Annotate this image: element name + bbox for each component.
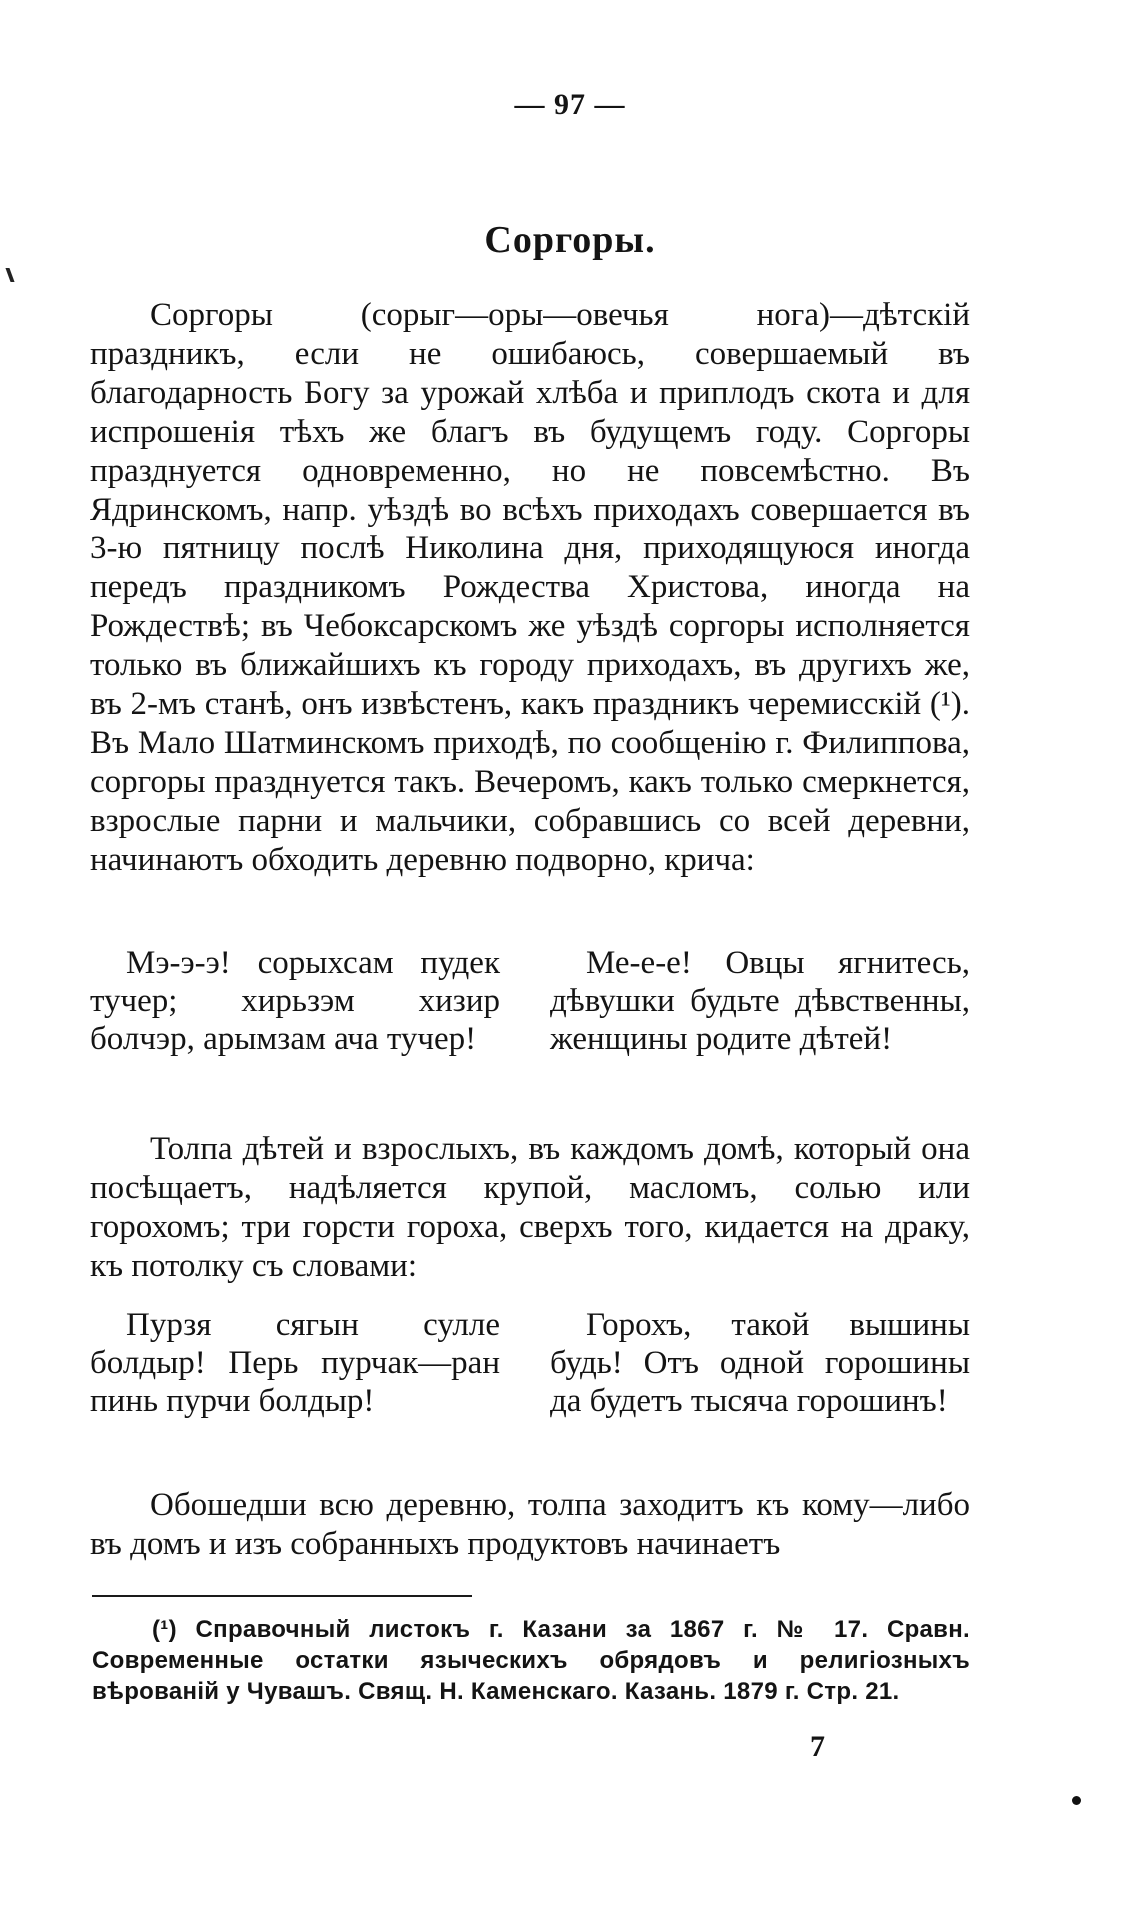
page-number: — 97 — <box>514 88 626 121</box>
paragraph-2-text: Толпа дѣтей и взрослыхъ, въ каждомъ домѣ, который она посѣщаетъ, надѣляется крупой, масломъ, солью или горохомъ; три горсти гороха, сверхъ того, кидается на драку, къ потолку съ словами: <box>90 1131 970 1284</box>
verse-block-1 <box>90 944 970 1058</box>
paragraph-1-text: Соргоры (сорыг—оры—овечья нога)—дѣтскій праздникъ, если не ошибаюсь, совершаемый въ благодарность Богу за урожай хлѣба и приплодъ скота и для испрошенія тѣхъ же благъ въ будущемъ году. Соргоры празднуется одновременно, но не повсемѣстно. Въ Ядринскомъ, напр. уѣздѣ во всѣхъ приходахъ совершается въ 3-ю пятницу послѣ Николина дня, приходящуюся иногда передъ праздникомъ Рождества Христова, иногда на Рождествѣ; въ Чебоксарскомъ же уѣздѣ соргоры исполняется только въ ближайшихъ къ городу приходахъ, въ другихъ же, въ 2-мъ станѣ, онъ извѣстенъ, какъ праздникъ черемисскій (¹). Въ Мало Шатминскомъ приходѣ, по сообщенію г. Филиппова, соргоры празднуется такъ. Вечеромъ, какъ только смеркнется, взрослые парни и мальчики, собравшись со всей деревни, начинаютъ обходить деревню подворно, крича: <box>90 297 970 878</box>
verse-block-2 <box>90 1306 970 1420</box>
verse-2-russian: Горохъ, такой вышины будь! Отъ одной горошины да будетъ тысяча горошинъ! <box>550 1307 970 1419</box>
paragraph-1 <box>90 296 970 880</box>
footnote <box>92 1614 970 1707</box>
paragraph-2 <box>90 1130 970 1286</box>
footnote-divider <box>92 1595 472 1597</box>
verse-2-chuvash: Пурзя сягын сулле болдыр! Перь пурчак—ран пинь пурчи болдыр! <box>90 1307 500 1419</box>
printer-signature-mark: 7 <box>810 1730 825 1763</box>
verse-1-chuvash: Мэ-э-э! сорыхсам пудек тучер; хирьзэм хизир болчэр, арымзам ача тучер! <box>90 945 500 1057</box>
footnote-text: (¹) Справочный листокъ г. Казани за 1867 г. № 17. Сравн. Современные остатки языческихъ обрядовъ и религіозныхъ вѣрованій у Чувашъ. Свящ. Н. Каменскаго. Казань. 1879 г. Стр. 21. <box>92 1616 970 1705</box>
paragraph-3 <box>90 1486 970 1564</box>
ink-dot <box>1072 1796 1081 1805</box>
paragraph-3-text: Обошедши всю деревню, толпа заходитъ къ кому—либо въ домъ и изъ собранныхъ продуктовъ начинаетъ <box>90 1487 970 1562</box>
section-title: Соргоры. <box>484 219 656 261</box>
verse-1-russian: Ме-е-е! Овцы ягнитесь, дѣвушки будьте дѣвственны, женщины родите дѣтей! <box>550 945 970 1057</box>
margin-tick-mark <box>5 268 24 282</box>
